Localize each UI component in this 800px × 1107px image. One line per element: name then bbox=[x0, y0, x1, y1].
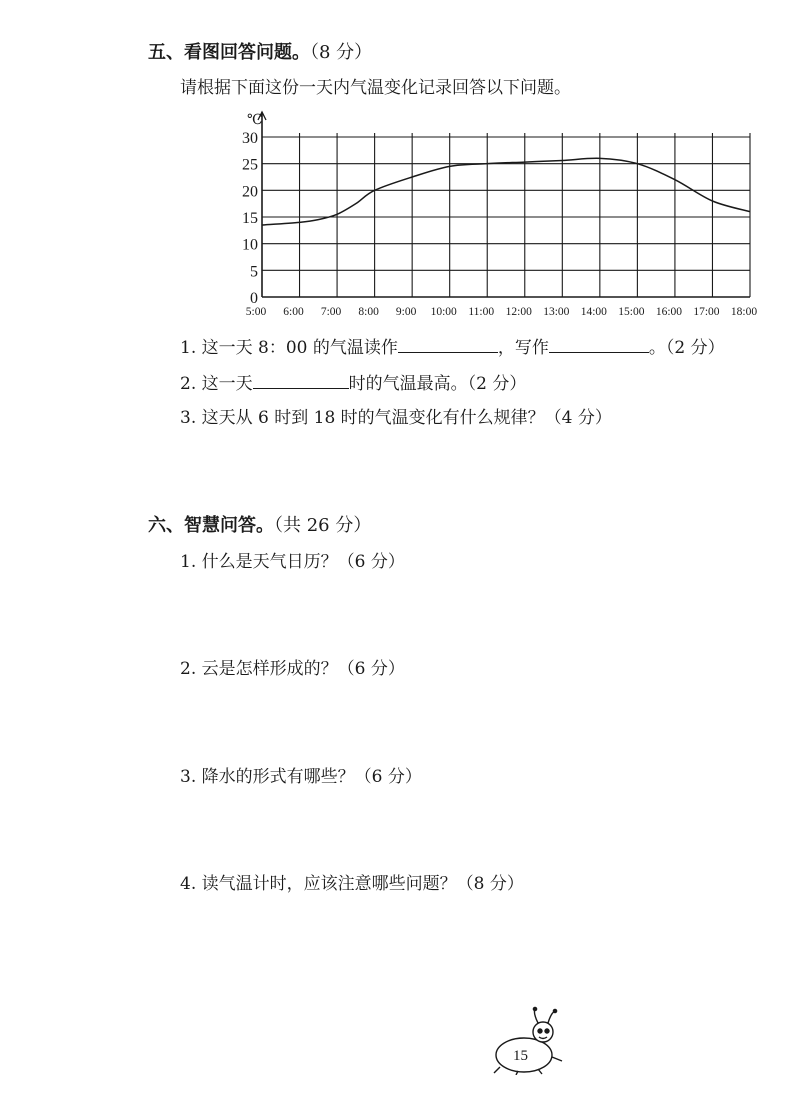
q1-answer-blank-1[interactable] bbox=[398, 336, 498, 353]
q2-answer-blank[interactable] bbox=[253, 372, 349, 389]
q1-text-a: 1. 这一天 8：00 的气温读作 bbox=[180, 338, 398, 358]
page-number-badge bbox=[488, 1005, 568, 1075]
section6-title: 六、智慧问答。 bbox=[148, 515, 274, 536]
section6-heading bbox=[148, 511, 371, 537]
chart-x-tick-label: 14:00 bbox=[580, 306, 607, 318]
chart-temperature-line bbox=[262, 158, 750, 225]
chart-y-axis bbox=[258, 112, 266, 297]
chart-x-tick-label: 15:00 bbox=[618, 306, 645, 318]
chart-x-tick-labels bbox=[246, 306, 758, 318]
section5-heading bbox=[148, 38, 372, 64]
section6-question-4: 4. 读气温计时，应该注意哪些问题？（8 分） bbox=[180, 874, 524, 894]
section6-question-1: 1. 什么是天气日历？（6 分） bbox=[180, 552, 405, 572]
section5-question-3: 3. 这天从 6 时到 18 时的气温变化有什么规律？（4 分） bbox=[180, 408, 612, 428]
chart-x-tick-label: 6:00 bbox=[283, 306, 304, 318]
chart-x-tick-label: 11:00 bbox=[468, 306, 495, 318]
chart-y-tick-label: 20 bbox=[242, 183, 258, 201]
page-number: 15 bbox=[513, 1048, 528, 1064]
chart-x-tick-label: 17:00 bbox=[693, 306, 720, 318]
section6-points: （共 26 分） bbox=[274, 515, 372, 536]
section5-intro: 请根据下面这份一天内气温变化记录回答以下问题。 bbox=[180, 78, 571, 98]
chart-y-tick-label: 5 bbox=[250, 263, 258, 281]
temperature-chart bbox=[225, 108, 765, 323]
chart-x-tick-label: 9:00 bbox=[395, 306, 417, 318]
section6-question-3: 3. 降水的形式有哪些？（6 分） bbox=[180, 767, 422, 787]
chart-x-tick-label: 18:00 bbox=[730, 306, 758, 318]
section6-question-2: 2. 云是怎样形成的？（6 分） bbox=[180, 659, 405, 679]
chart-x-tick-label: 16:00 bbox=[655, 306, 683, 318]
chart-x-tick-label: 5:00 bbox=[245, 306, 267, 318]
section5-question-2 bbox=[180, 369, 526, 394]
q1-answer-blank-2[interactable] bbox=[549, 336, 649, 353]
chart-x-tick-label: 7:00 bbox=[320, 306, 342, 318]
chart-y-tick-label: 30 bbox=[242, 130, 258, 147]
section5-question-1 bbox=[180, 333, 725, 358]
chart-y-unit-label: ℃ bbox=[247, 113, 263, 128]
q1-text-b: ，写作 bbox=[497, 338, 549, 358]
chart-x-tick-label: 12:00 bbox=[505, 306, 532, 318]
section5-title: 五、看图回答问题。 bbox=[148, 42, 310, 63]
chart-y-tick-label: 15 bbox=[242, 210, 258, 227]
bug-mascot-icon bbox=[494, 1007, 562, 1075]
q2-text-b: 时的气温最高。（2 分） bbox=[348, 374, 527, 394]
chart-x-tick-label: 13:00 bbox=[543, 306, 570, 318]
chart-y-tick-labels bbox=[242, 130, 258, 307]
q2-text-a: 2. 这一天 bbox=[180, 374, 253, 394]
chart-y-tick-label: 0 bbox=[250, 290, 258, 307]
chart-y-tick-label: 25 bbox=[242, 156, 258, 174]
chart-x-tick-label: 10:00 bbox=[430, 306, 457, 318]
chart-x-tick-label: 8:00 bbox=[358, 306, 379, 318]
q1-text-c: 。（2 分） bbox=[648, 338, 725, 358]
chart-y-tick-label: 10 bbox=[242, 236, 258, 254]
section5-points: （8 分） bbox=[310, 42, 373, 63]
